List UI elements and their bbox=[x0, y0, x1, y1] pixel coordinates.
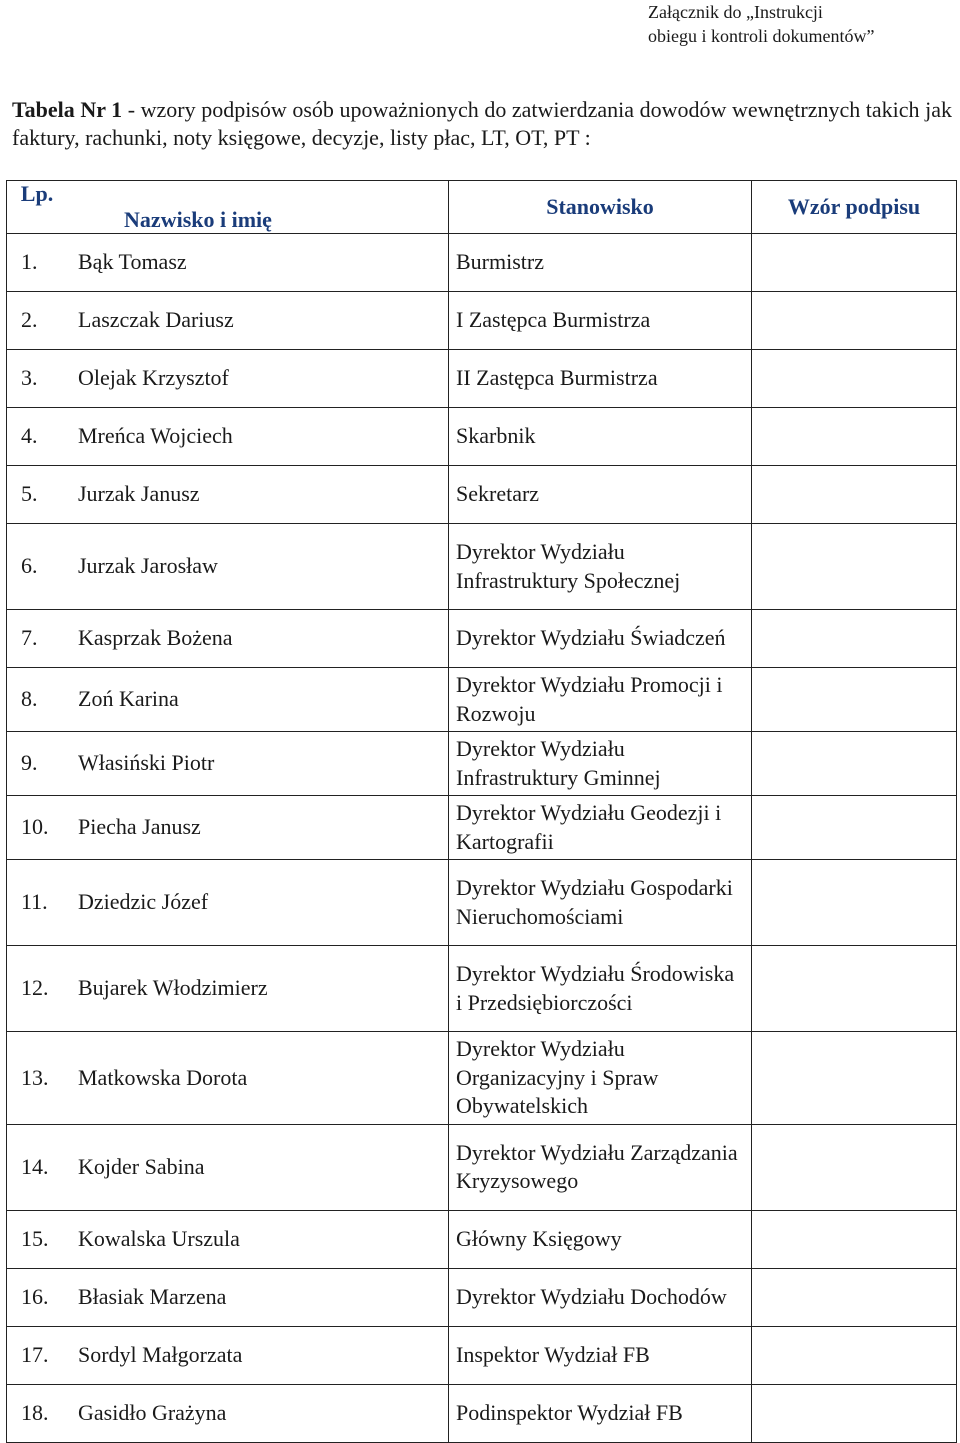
row-signature-cell[interactable] bbox=[752, 610, 957, 668]
row-lp: 10. bbox=[21, 814, 49, 840]
row-position: Dyrektor Wydziału Promocji i Rozwoju bbox=[449, 668, 752, 732]
table-row bbox=[7, 1124, 957, 1210]
row-position: Dyrektor Wydziału Środowiska i Przedsiębiorczości bbox=[449, 946, 752, 1032]
row-lp: 9. bbox=[21, 750, 38, 776]
header-name: Nazwisko i imię bbox=[124, 207, 272, 232]
row-name: Kojder Sabina bbox=[78, 1153, 205, 1179]
cell-lp-name bbox=[7, 408, 449, 466]
row-name: Błasiak Marzena bbox=[78, 1283, 227, 1309]
row-lp: 6. bbox=[21, 553, 38, 579]
cell-lp-name bbox=[7, 234, 449, 292]
table-row bbox=[7, 1326, 957, 1384]
table-row bbox=[7, 1384, 957, 1442]
row-signature-cell[interactable] bbox=[752, 1384, 957, 1442]
row-position: Podinspektor Wydział FB bbox=[449, 1384, 752, 1442]
cell-lp-name bbox=[7, 350, 449, 408]
row-signature-cell[interactable] bbox=[752, 732, 957, 796]
row-lp: 13. bbox=[21, 1064, 49, 1090]
cell-lp-name bbox=[7, 860, 449, 946]
row-position: Inspektor Wydział FB bbox=[449, 1326, 752, 1384]
cell-lp-name bbox=[7, 1384, 449, 1442]
table-row bbox=[7, 668, 957, 732]
row-name: Piecha Janusz bbox=[78, 814, 201, 840]
cell-lp-name bbox=[7, 610, 449, 668]
table-row bbox=[7, 466, 957, 524]
row-name: Olejak Krzysztof bbox=[78, 365, 229, 391]
row-name: Zoń Karina bbox=[78, 686, 179, 712]
row-name: Bąk Tomasz bbox=[78, 249, 187, 275]
row-position: Dyrektor Wydziału Infrastruktury Gminnej bbox=[449, 732, 752, 796]
row-position: Dyrektor Wydziału Organizacyjny i Spraw Obywatelskich bbox=[449, 1032, 752, 1125]
row-signature-cell[interactable] bbox=[752, 668, 957, 732]
annex-note bbox=[648, 0, 928, 48]
row-lp: 17. bbox=[21, 1341, 49, 1367]
row-signature-cell[interactable] bbox=[752, 350, 957, 408]
table-row bbox=[7, 1268, 957, 1326]
table-row bbox=[7, 350, 957, 408]
row-name: Własiński Piotr bbox=[78, 750, 215, 776]
row-signature-cell[interactable] bbox=[752, 860, 957, 946]
header-signature: Wzór podpisu bbox=[752, 181, 957, 234]
table-row bbox=[7, 292, 957, 350]
annex-line-2: obiegu i kontroli dokumentów” bbox=[648, 26, 875, 46]
row-name: Jurzak Jarosław bbox=[78, 553, 218, 579]
row-name: Kasprzak Bożena bbox=[78, 625, 233, 651]
row-position: Dyrektor Wydziału Świadczeń bbox=[449, 610, 752, 668]
row-lp: 1. bbox=[21, 249, 38, 275]
cell-lp-name bbox=[7, 668, 449, 732]
header-lp: Lp. bbox=[20, 181, 54, 206]
row-lp: 11. bbox=[21, 889, 48, 915]
row-name: Bujarek Włodzimierz bbox=[78, 975, 268, 1001]
row-lp: 16. bbox=[21, 1283, 49, 1309]
cell-lp-name bbox=[7, 1326, 449, 1384]
table-row bbox=[7, 1032, 957, 1125]
table-row bbox=[7, 408, 957, 466]
caption-text: - wzory podpisów osób upoważnionych do zatwierdzania dowodów wewnętrznych takich jak faktury, rachunki, noty księgowe, decyzje, listy płac, LT, OT, PT : bbox=[12, 97, 952, 150]
row-signature-cell[interactable] bbox=[752, 234, 957, 292]
cell-lp-name bbox=[7, 466, 449, 524]
row-position: Dyrektor Wydziału Gospodarki Nieruchomościami bbox=[449, 860, 752, 946]
row-lp: 5. bbox=[21, 481, 38, 507]
row-lp: 7. bbox=[21, 625, 38, 651]
row-name: Dziedzic Józef bbox=[78, 889, 209, 915]
row-position: Dyrektor Wydziału Infrastruktury Społecznej bbox=[449, 524, 752, 610]
table-row bbox=[7, 524, 957, 610]
table-header-row bbox=[7, 181, 957, 234]
annex-line-1: Załącznik do „Instrukcji bbox=[648, 2, 823, 22]
header-position: Stanowisko bbox=[449, 181, 752, 234]
row-signature-cell[interactable] bbox=[752, 946, 957, 1032]
row-signature-cell[interactable] bbox=[752, 408, 957, 466]
row-lp: 14. bbox=[21, 1153, 49, 1179]
cell-lp-name bbox=[7, 1268, 449, 1326]
row-signature-cell[interactable] bbox=[752, 1268, 957, 1326]
row-position: Skarbnik bbox=[449, 408, 752, 466]
cell-lp-name bbox=[7, 292, 449, 350]
row-name: Gasidło Grażyna bbox=[78, 1399, 227, 1425]
cell-lp-name bbox=[7, 1124, 449, 1210]
caption-title: Tabela Nr 1 bbox=[12, 97, 123, 122]
row-signature-cell[interactable] bbox=[752, 524, 957, 610]
table-caption bbox=[12, 96, 952, 152]
row-name: Matkowska Dorota bbox=[78, 1064, 248, 1090]
row-lp: 2. bbox=[21, 307, 38, 333]
table-row bbox=[7, 860, 957, 946]
row-name: Sordyl Małgorzata bbox=[78, 1341, 243, 1367]
row-name: Mreńca Wojciech bbox=[78, 423, 233, 449]
row-position: Sekretarz bbox=[449, 466, 752, 524]
table-row bbox=[7, 796, 957, 860]
row-signature-cell[interactable] bbox=[752, 1032, 957, 1125]
row-lp: 15. bbox=[21, 1225, 49, 1251]
row-signature-cell[interactable] bbox=[752, 1326, 957, 1384]
row-name: Jurzak Janusz bbox=[78, 481, 200, 507]
row-signature-cell[interactable] bbox=[752, 292, 957, 350]
row-position: Dyrektor Wydziału Dochodów bbox=[449, 1268, 752, 1326]
cell-lp-name bbox=[7, 1210, 449, 1268]
table-body bbox=[7, 234, 957, 1443]
table-row bbox=[7, 610, 957, 668]
row-position: Główny Księgowy bbox=[449, 1210, 752, 1268]
cell-lp-name bbox=[7, 946, 449, 1032]
signature-table bbox=[6, 180, 957, 1443]
row-name: Laszczak Dariusz bbox=[78, 307, 234, 333]
row-signature-cell[interactable] bbox=[752, 1210, 957, 1268]
table-row bbox=[7, 1210, 957, 1268]
row-lp: 18. bbox=[21, 1399, 49, 1425]
row-position: Burmistrz bbox=[449, 234, 752, 292]
row-position: Dyrektor Wydziału Geodezji i Kartografii bbox=[449, 796, 752, 860]
row-name: Kowalska Urszula bbox=[78, 1225, 240, 1251]
table-row bbox=[7, 234, 957, 292]
row-position: Dyrektor Wydziału Zarządzania Kryzysowego bbox=[449, 1124, 752, 1210]
row-signature-cell[interactable] bbox=[752, 1124, 957, 1210]
row-lp: 12. bbox=[21, 975, 49, 1001]
row-lp: 3. bbox=[21, 365, 38, 391]
row-signature-cell[interactable] bbox=[752, 466, 957, 524]
cell-lp-name bbox=[7, 796, 449, 860]
cell-lp-name bbox=[7, 1032, 449, 1125]
row-position: II Zastępca Burmistrza bbox=[449, 350, 752, 408]
cell-lp-name bbox=[7, 524, 449, 610]
header-lp-name bbox=[7, 181, 449, 234]
row-signature-cell[interactable] bbox=[752, 796, 957, 860]
row-lp: 4. bbox=[21, 423, 38, 449]
row-position: I Zastępca Burmistrza bbox=[449, 292, 752, 350]
table-row bbox=[7, 946, 957, 1032]
row-lp: 8. bbox=[21, 686, 38, 712]
table-row bbox=[7, 732, 957, 796]
cell-lp-name bbox=[7, 732, 449, 796]
